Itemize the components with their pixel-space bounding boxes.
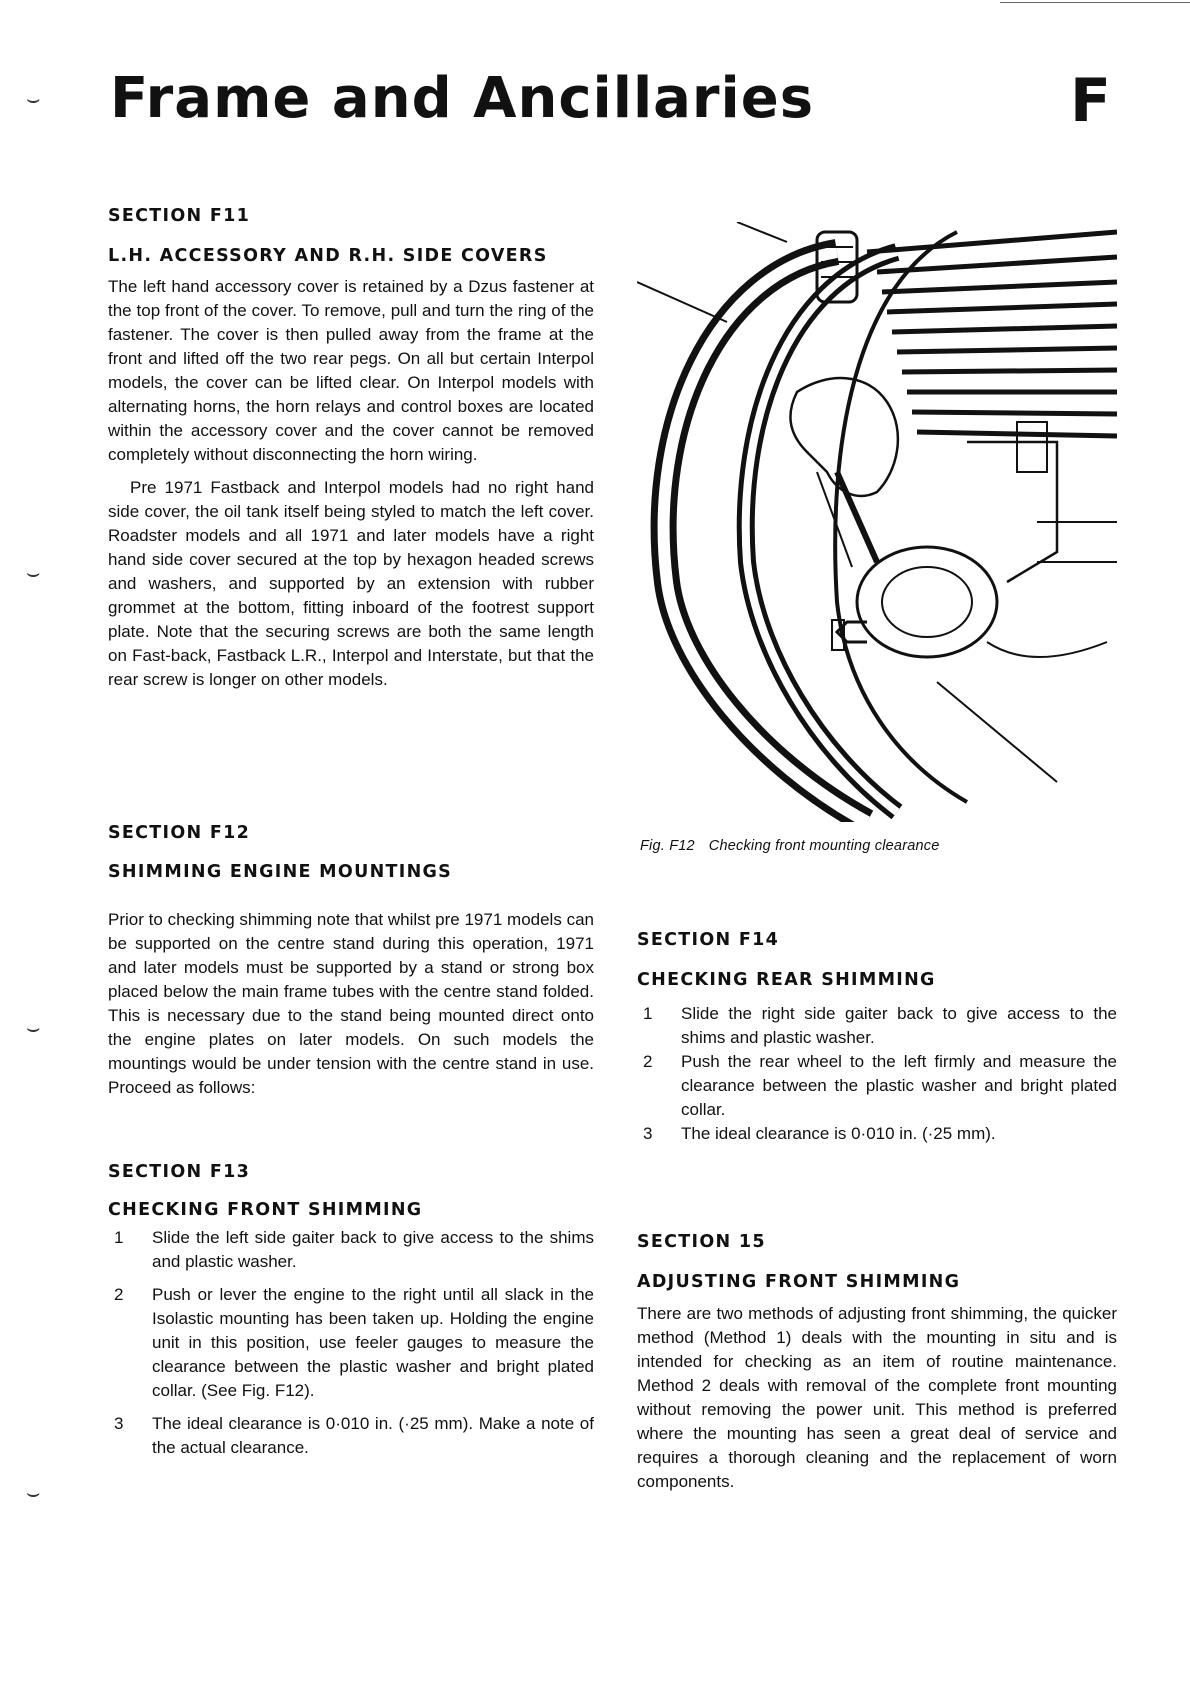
paragraph: The left hand accessory cover is retained by a Dzus fastener at the top front of the cover. To remove, pull and turn the ring of the fastener. The cover is then pulled away from the frame at the front and lifted off the two rear pegs. On all but certain Interpol models, the cover can be lifted clear. On Interpol models with alternating horns, the horn relays and control boxes are located within the accessory cover and the cover cannot be removed completely without disconnecting the horn wiring. [108, 277, 594, 464]
section-heading: ADJUSTING FRONT SHIMMING [637, 1272, 961, 1292]
figure-label: Fig. F12 [640, 838, 695, 854]
list-item [637, 1002, 1117, 1050]
section-heading: SHIMMING ENGINE MOUNTINGS [108, 862, 453, 882]
step-text: The ideal clearance is 0·010 in. (·25 mm). Make a note of the actual clearance. [152, 1414, 594, 1457]
section-letter: F [1070, 66, 1111, 136]
step-number: 3 [643, 1124, 653, 1143]
step-number: 2 [114, 1285, 124, 1304]
section-f14 [637, 930, 1117, 1146]
section-heading: CHECKING FRONT SHIMMING [108, 1200, 423, 1220]
section-f15 [637, 1232, 1117, 1494]
section-label: SECTION 15 [637, 1232, 766, 1252]
section-label: SECTION F14 [637, 930, 780, 950]
step-text: Slide the left side gaiter back to give access to the shims and plastic washer. [152, 1228, 594, 1271]
top-edge-rule [1000, 2, 1190, 3]
list-item [637, 1050, 1117, 1122]
step-text: Slide the right side gaiter back to give access to the shims and plastic washer. [681, 1004, 1117, 1047]
section-f13 [108, 1162, 594, 1460]
list-item [108, 1226, 594, 1274]
list-item [108, 1283, 594, 1403]
page-title: Frame and Ancillaries [110, 66, 815, 131]
paragraph: There are two methods of adjusting front shimming, the quicker method (Method 1) deals with the mounting in situ and is intended for checking as an item of routine maintenance. Method 2 deals with removal of the complete front mounting without removing the power unit. This method is preferred where the mounting has seen a great deal of service and requires a thorough cleaning and the replacement of worn components. [637, 1304, 1117, 1491]
steps-list [108, 1226, 594, 1460]
section-label: SECTION F12 [108, 823, 251, 843]
list-item [637, 1122, 1117, 1146]
step-text: Push or lever the engine to the right until all slack in the Isolastic mounting has been taken up. Holding the engine unit in this position, use feeler gauges to measure the clearance between the plastic washer and bright plated collar. (See Fig. F12). [152, 1285, 594, 1400]
section-f11 [108, 206, 594, 692]
step-number: 1 [643, 1004, 653, 1023]
figure-caption-text: Checking front mounting clearance [708, 838, 940, 854]
section-heading: CHECKING REAR SHIMMING [637, 970, 936, 990]
steps-list [637, 1002, 1117, 1146]
step-text: The ideal clearance is 0·010 in. (·25 mm). [681, 1124, 996, 1143]
binding-mark: ⌣ [26, 560, 41, 585]
engine-mounting-drawing [637, 222, 1117, 822]
step-number: 1 [114, 1228, 124, 1247]
section-heading: L.H. ACCESSORY AND R.H. SIDE COVERS [108, 246, 548, 266]
section-label: SECTION F11 [108, 206, 251, 226]
binding-mark: ⌣ [26, 1480, 41, 1505]
figure-caption [640, 838, 953, 854]
figure-f12-illustration [637, 222, 1117, 822]
binding-mark: ⌣ [26, 1015, 41, 1040]
step-number: 3 [114, 1414, 124, 1433]
list-item [108, 1412, 594, 1460]
section-label: SECTION F13 [108, 1162, 251, 1182]
binding-mark: ⌣ [26, 86, 41, 111]
step-text: Push the rear wheel to the left firmly and measure the clearance between the plastic washer and bright plated collar. [681, 1052, 1117, 1119]
step-number: 2 [643, 1052, 653, 1071]
paragraph: Pre 1971 Fastback and Interpol models had no right hand side cover, the oil tank itself being styled to match the left cover. Roadster models and all 1971 and later models have a right hand side cover secured at the top by hexagon headed screws and washers, and supported by an extension with rubber grommet at the bottom, fitting inboard of the footrest support plate. Note that the securing screws are both the same length on Fast-back, Fastback L.R., Interpol and Interstate, but that the rear screw is longer on other models. [108, 478, 594, 689]
paragraph: Prior to checking shimming note that whilst pre 1971 models can be supported on the centre stand during this operation, 1971 and later models must be supported by a stand or strong box placed below the main frame tubes with the centre stand folded. This is necessary due to the stand being mounted direct onto the engine plates on later models. On such models the mountings would be under tension with the centre stand in use. Proceed as follows: [108, 910, 594, 1097]
section-f12 [108, 823, 594, 1100]
